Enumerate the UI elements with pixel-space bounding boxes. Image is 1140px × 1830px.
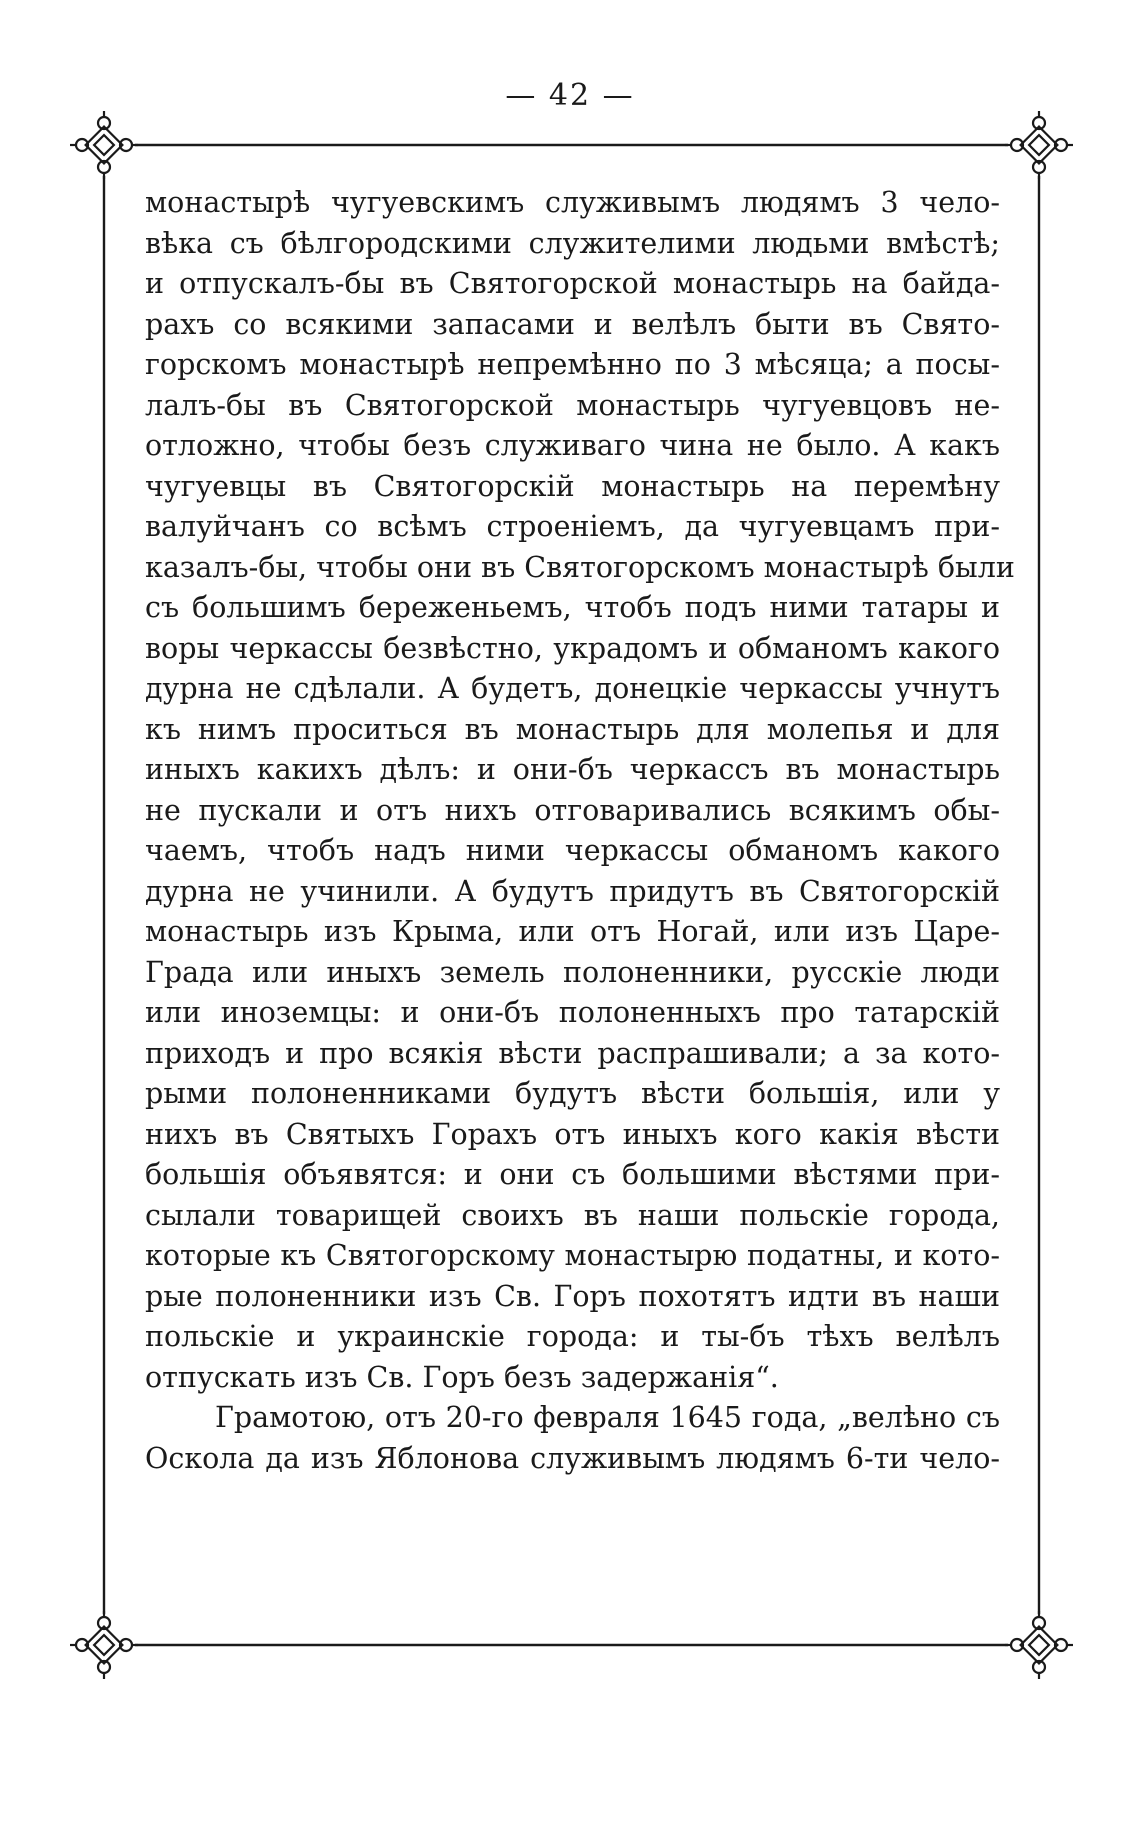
text-line: горскомъ монастырѣ непремѣнно по 3 мѣсяца; а посы- (145, 348, 1000, 381)
text-line: иныхъ какихъ дѣлъ: и они-бъ черкассъ въ монастырь (145, 753, 1000, 786)
text-line: съ большимъ береженьемъ, чтобъ подъ ними татары и (145, 591, 1000, 624)
page-number: — 42 — (505, 78, 635, 113)
text-line: Грамотою, отъ 20-го февраля 1645 года, „велѣно съ (215, 1401, 1000, 1434)
text-line: польскіе и украинскіе города: и ты-бъ тѣхъ велѣлъ (145, 1320, 1000, 1353)
text-line: не пускали и отъ нихъ отговаривались всякимъ обы- (145, 793, 1000, 827)
text-line: которые къ Святогорскому монастырю податны, и кото- (145, 1239, 1000, 1272)
corner-ornament-bottom-right (1005, 1611, 1073, 1679)
text-line: къ нимъ проситься въ монастырь для молепья и для (145, 712, 1000, 746)
corner-ornament-bottom-left (70, 1611, 138, 1679)
text-line: и отпускалъ-бы въ Святогорской монастырь на байда- (145, 267, 1000, 300)
text-line: отпускать изъ Св. Горъ безъ задержанія“. (145, 1360, 779, 1394)
text-line: казалъ-бы, чтобы они въ Святогорскомъ монастырѣ были (145, 550, 1015, 584)
text-line: сылали товарищей своихъ въ наши польскіе города, (145, 1198, 1000, 1232)
text-line: дурна не учинили. А будутъ придутъ въ Святогорскій (145, 874, 1000, 908)
text-line: чаемъ, чтобъ надъ ними черкассы обманомъ какого (145, 834, 1000, 867)
text-line: Града или иныхъ земель полоненники, русскіе люди (145, 955, 1000, 989)
text-line: лалъ-бы въ Святогорской монастырь чугуевцовъ не- (145, 388, 1000, 422)
text-line: рыми полоненниками будутъ вѣсти большія, или у (145, 1077, 1000, 1110)
text-line: приходъ и про всякія вѣсти распрашивали; а за кото- (145, 1036, 1000, 1070)
corner-ornament-top-right (1005, 111, 1073, 179)
body-text (145, 183, 1015, 1479)
text-line: чугуевцы въ Святогорскій монастырь на перемѣну (145, 469, 1000, 503)
text-line: дурна не сдѣлали. А будетъ, донецкіе черкассы учнутъ (145, 672, 1000, 705)
text-line: большія объявятся: и они съ большими вѣстями при- (145, 1158, 1000, 1191)
text-line: вѣка съ бѣлгородскими служителими людьми вмѣстѣ; (145, 226, 1000, 260)
text-line: монастырь изъ Крыма, или отъ Ногай, или изъ Царе- (145, 915, 1000, 948)
text-line: воры черкассы безвѣстно, украдомъ и обманомъ какого (145, 631, 1000, 665)
corner-ornament-top-left (70, 111, 138, 179)
text-line: отложно, чтобы безъ служиваго чина не было. А какъ (145, 429, 1000, 462)
text-line: рахъ со всякими запасами и велѣлъ быти въ Свято- (145, 307, 1000, 341)
text-line: рые полоненники изъ Св. Горъ похотятъ идти въ наши (145, 1279, 1000, 1313)
text-line: Оскола да изъ Яблонова служивымъ людямъ 6-ти чело- (145, 1441, 1000, 1475)
text-line: или иноземцы: и они-бъ полоненныхъ про татарскій (145, 996, 1000, 1029)
text-line: валуйчанъ со всѣмъ строеніемъ, да чугуевцамъ при- (145, 510, 1000, 543)
text-line: нихъ въ Святыхъ Горахъ отъ иныхъ кого какія вѣсти (145, 1117, 1000, 1151)
text-line: монастырѣ чугуевскимъ служивымъ людямъ 3 чело- (145, 186, 1000, 219)
